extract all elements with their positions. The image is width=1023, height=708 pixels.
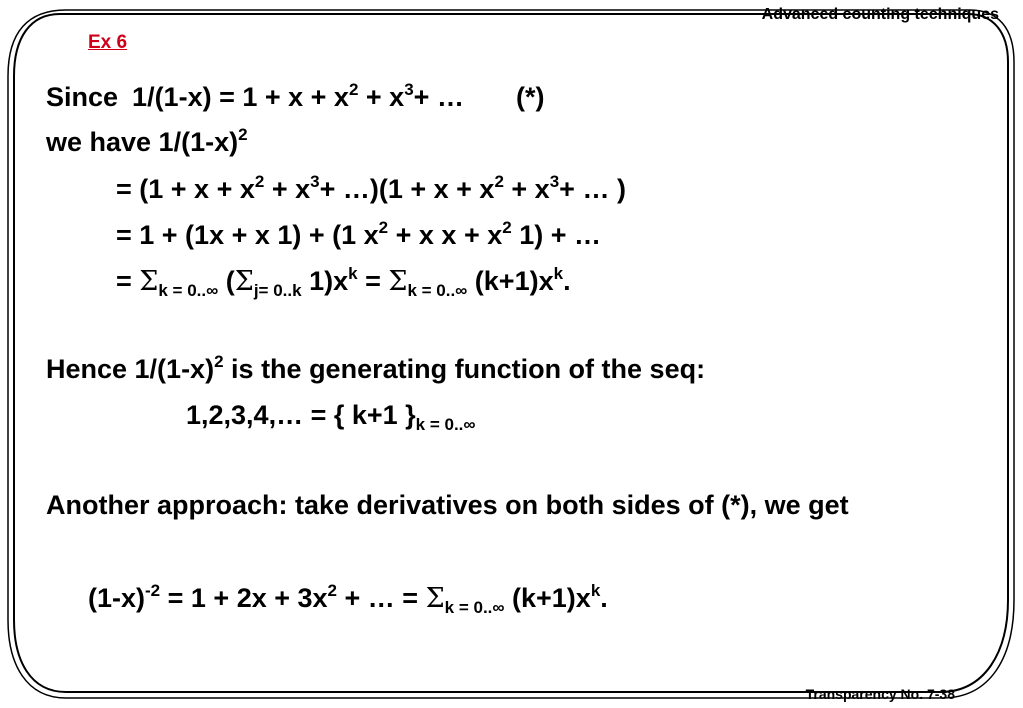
example-label: Ex 6 [88,32,128,53]
slide-footer: Transparency No. 7-38 [805,686,955,702]
line-we-have: we have $1/(1-x)^2$ [46,125,248,157]
line-product: = ($1 + x + x^2 + x^3+$ …)(1 + $x + x^2 + x^3+$ … ) [116,172,626,204]
line-derivative: $(1-x)^{-2} = 1 + 2x + 3x^2$ + … = $\Sigma_{k = 0..\infty}$ $(k+1)x^k$. [88,581,608,617]
sigma-symbol: Σ [234,266,254,297]
line-another-approach: Another approach: take derivatives on both sides of (*), we get [46,490,849,520]
sigma-symbol: Σ [388,266,408,297]
line-sum: = $\Sigma_{k = 0..\infty}$ ($\Sigma_{j= 0..k}$ $1)x^k = \Sigma_{k = 0..\infty}$ $(k+1)x^k$. [116,264,571,300]
line-expansion: = 1 + (1x + x 1) + (1 $x^2 + x$ $x + x^2$ 1) + … [116,218,601,250]
sigma-symbol: Σ [139,266,159,297]
line-sequence: 1,2,3,4,… = { k+1 }$_{k = 0..\infty}$ [186,400,476,434]
sigma-symbol: Σ [425,583,445,614]
line-since: Since $1/(1-x) = 1 + x + x^2 + x^3+$ … (*) [46,80,545,112]
slide-header: Advanced counting techniques [761,6,999,23]
line-hence: Hence $1/(1-x)^2$ is the generating function of the seq: [46,352,706,384]
